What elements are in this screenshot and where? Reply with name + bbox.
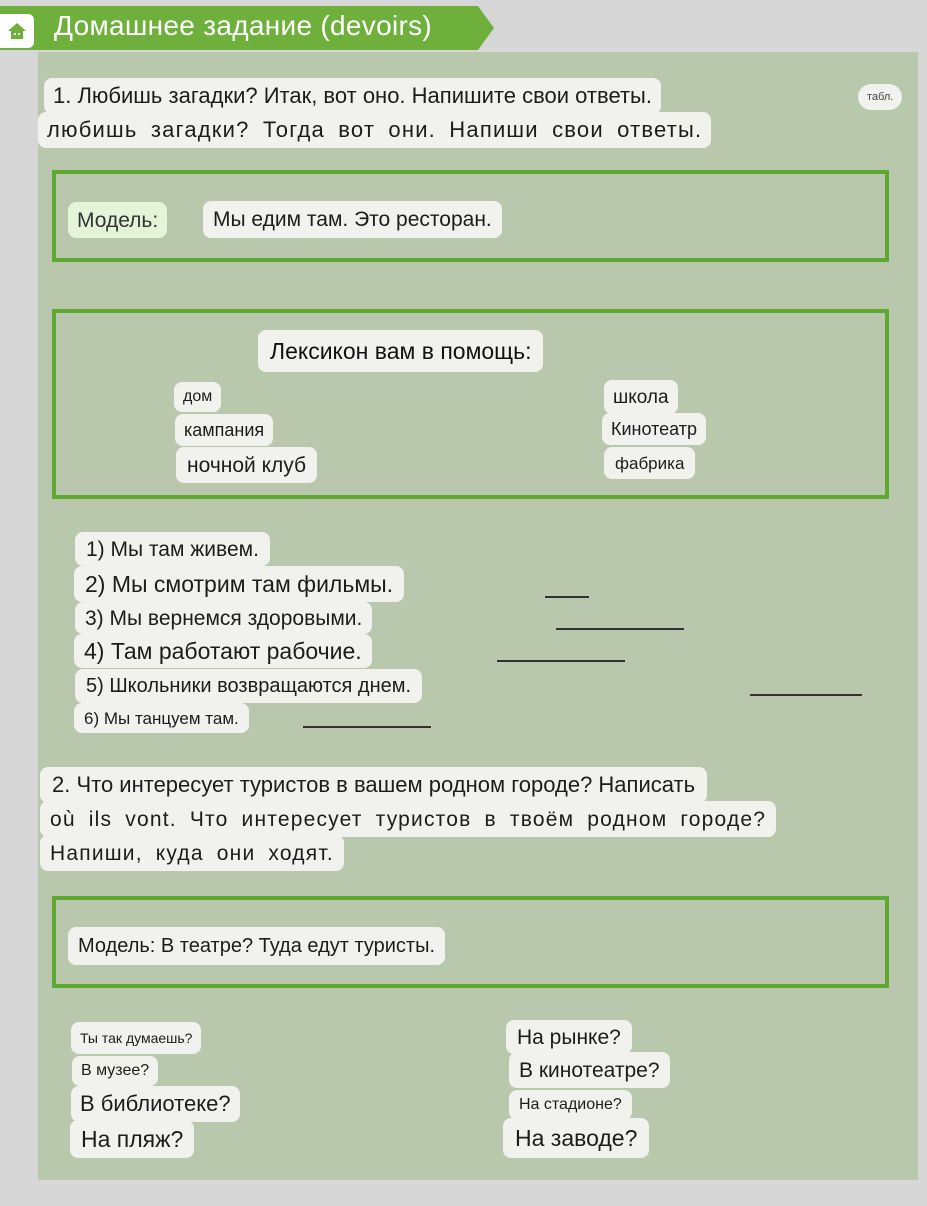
lexicon-word: дом: [174, 382, 221, 412]
exercise-item-4: 4) Там работают рабочие.: [74, 634, 372, 668]
option-chip: Ты так думаешь?: [71, 1022, 201, 1054]
home-icon: [7, 22, 27, 40]
exercise2-subtitle: où ils vont. Что интересует туристов в твоём родном городе?: [40, 801, 776, 837]
page-title: Домашнее задание (devoirs): [54, 10, 433, 41]
option-chip: На стадионе?: [509, 1090, 632, 1120]
lexicon-word: Кинотеатр: [602, 413, 706, 445]
exercise-item-2: 2) Мы смотрим там фильмы.: [74, 566, 404, 602]
model-example: Мы едим там. Это ресторан.: [203, 201, 502, 238]
model-label: Модель:: [68, 202, 167, 238]
model-example-2: Модель: В театре? Туда едут туристы.: [68, 927, 445, 965]
answer-blank[interactable]: [750, 694, 862, 696]
answer-blank[interactable]: [303, 726, 431, 728]
option-chip: На рынке?: [506, 1020, 632, 1054]
lexicon-word: фабрика: [604, 447, 695, 479]
option-chip: В библиотеке?: [71, 1086, 240, 1122]
home-button[interactable]: [0, 14, 34, 48]
exercise1-title: 1. Любишь загадки? Итак, вот оно. Напишите свои ответы.: [44, 78, 661, 114]
exercise-item-3: 3) Мы вернемся здоровыми.: [75, 602, 372, 634]
lexicon-word: школа: [604, 380, 678, 414]
exercise1-subtitle: любишь загадки? Тогда вот они. Напиши свои ответы.: [38, 112, 711, 148]
exercise-item-6: 6) Мы танцуем там.: [74, 703, 249, 733]
lexicon-word: кампания: [175, 414, 273, 446]
exercise2-subtitle: Напиши, куда они ходят.: [40, 835, 344, 871]
option-chip: На заводе?: [503, 1118, 649, 1158]
answer-blank[interactable]: [545, 596, 589, 598]
lexicon-title: Лексикон вам в помощь:: [258, 330, 543, 372]
exercise-item-5: 5) Школьники возвращаются днем.: [75, 669, 422, 703]
option-chip: В музее?: [72, 1056, 158, 1086]
answer-blank[interactable]: [556, 628, 684, 630]
exercise-item-1: 1) Мы там живем.: [75, 532, 270, 566]
table-badge[interactable]: табл.: [858, 84, 902, 110]
answer-blank[interactable]: [497, 660, 625, 662]
exercise2-title: 2. Что интересует туристов в вашем родном городе? Написать: [40, 767, 707, 803]
lexicon-word: ночной клуб: [176, 447, 317, 483]
option-chip: На пляж?: [70, 1120, 194, 1158]
option-chip: В кинотеатре?: [509, 1052, 670, 1088]
